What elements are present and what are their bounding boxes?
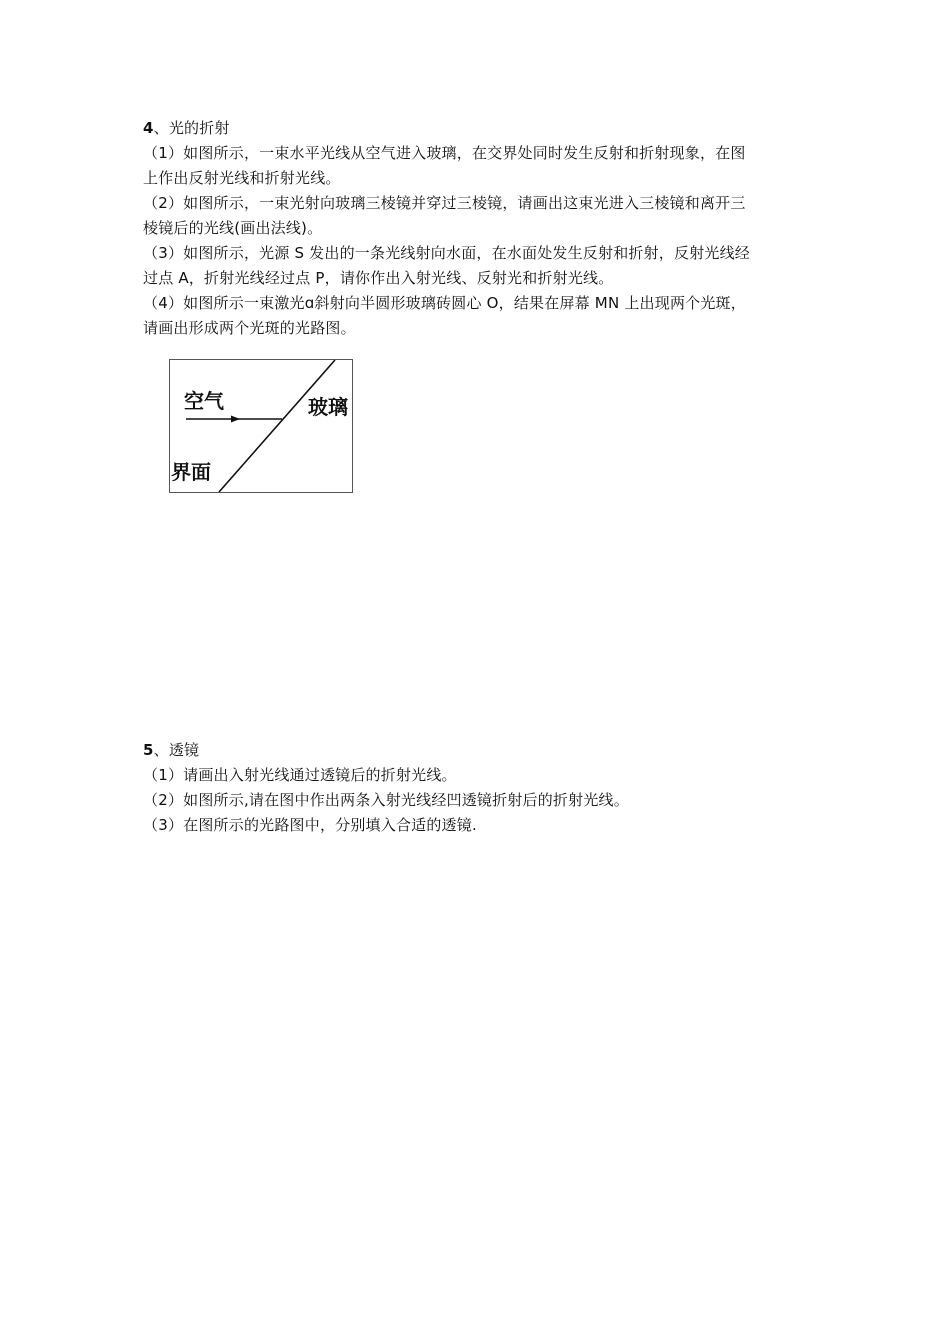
question-line: （1）如图所示，一束水平光线从空气进入玻璃，在交界处同时发生反射和折射现象，在图 (143, 144, 746, 162)
question-line: （2）如图所示，一束光射向玻璃三棱镜并穿过三棱镜，请画出这束光进入三棱镜和离开三 (143, 194, 746, 212)
label-air: 空气 (184, 389, 224, 413)
interface-line (219, 360, 335, 492)
question-line: （4）如图所示一束激光ɑ斜射向半圆形玻璃砖圆心 O，结果在屏幕 MN 上出现两个光斑， (143, 294, 746, 312)
section-lenses (143, 738, 823, 838)
question-line: （3）在图所示的光路图中，分别填入合适的透镜. (143, 816, 477, 834)
label-glass: 玻璃 (308, 395, 348, 419)
question-line: 棱镜后的光线(画出法线)。 (143, 219, 323, 237)
section-title: 、光的折射 (153, 119, 230, 137)
arrow-head-icon (231, 416, 240, 423)
question-line: 过点 A，折射光线经过点 P，请你作出入射光线、反射光和折射光线。 (143, 269, 614, 287)
question-line: 上作出反射光线和折射光线。 (143, 169, 341, 187)
question-line: （2）如图所示,请在图中作出两条入射光线经凹透镜折射后的折射光线。 (143, 791, 629, 809)
question-line: （1）请画出入射光线通过透镜后的折射光线。 (143, 766, 457, 784)
question-line: 请画出形成两个光斑的光路图。 (143, 319, 356, 337)
label-interface: 界面 (171, 460, 211, 484)
section-heading (143, 738, 823, 763)
section-title: 、透镜 (153, 741, 200, 759)
section-number: 4 (143, 119, 154, 137)
section-heading (143, 116, 823, 141)
question-line: （3）如图所示，光源 S 发出的一条光线射向水面，在水面处发生反射和折射，反射光线经 (143, 244, 751, 262)
refraction-diagram (169, 359, 353, 493)
section-light-refraction (143, 116, 823, 341)
section-number: 5 (143, 741, 154, 759)
